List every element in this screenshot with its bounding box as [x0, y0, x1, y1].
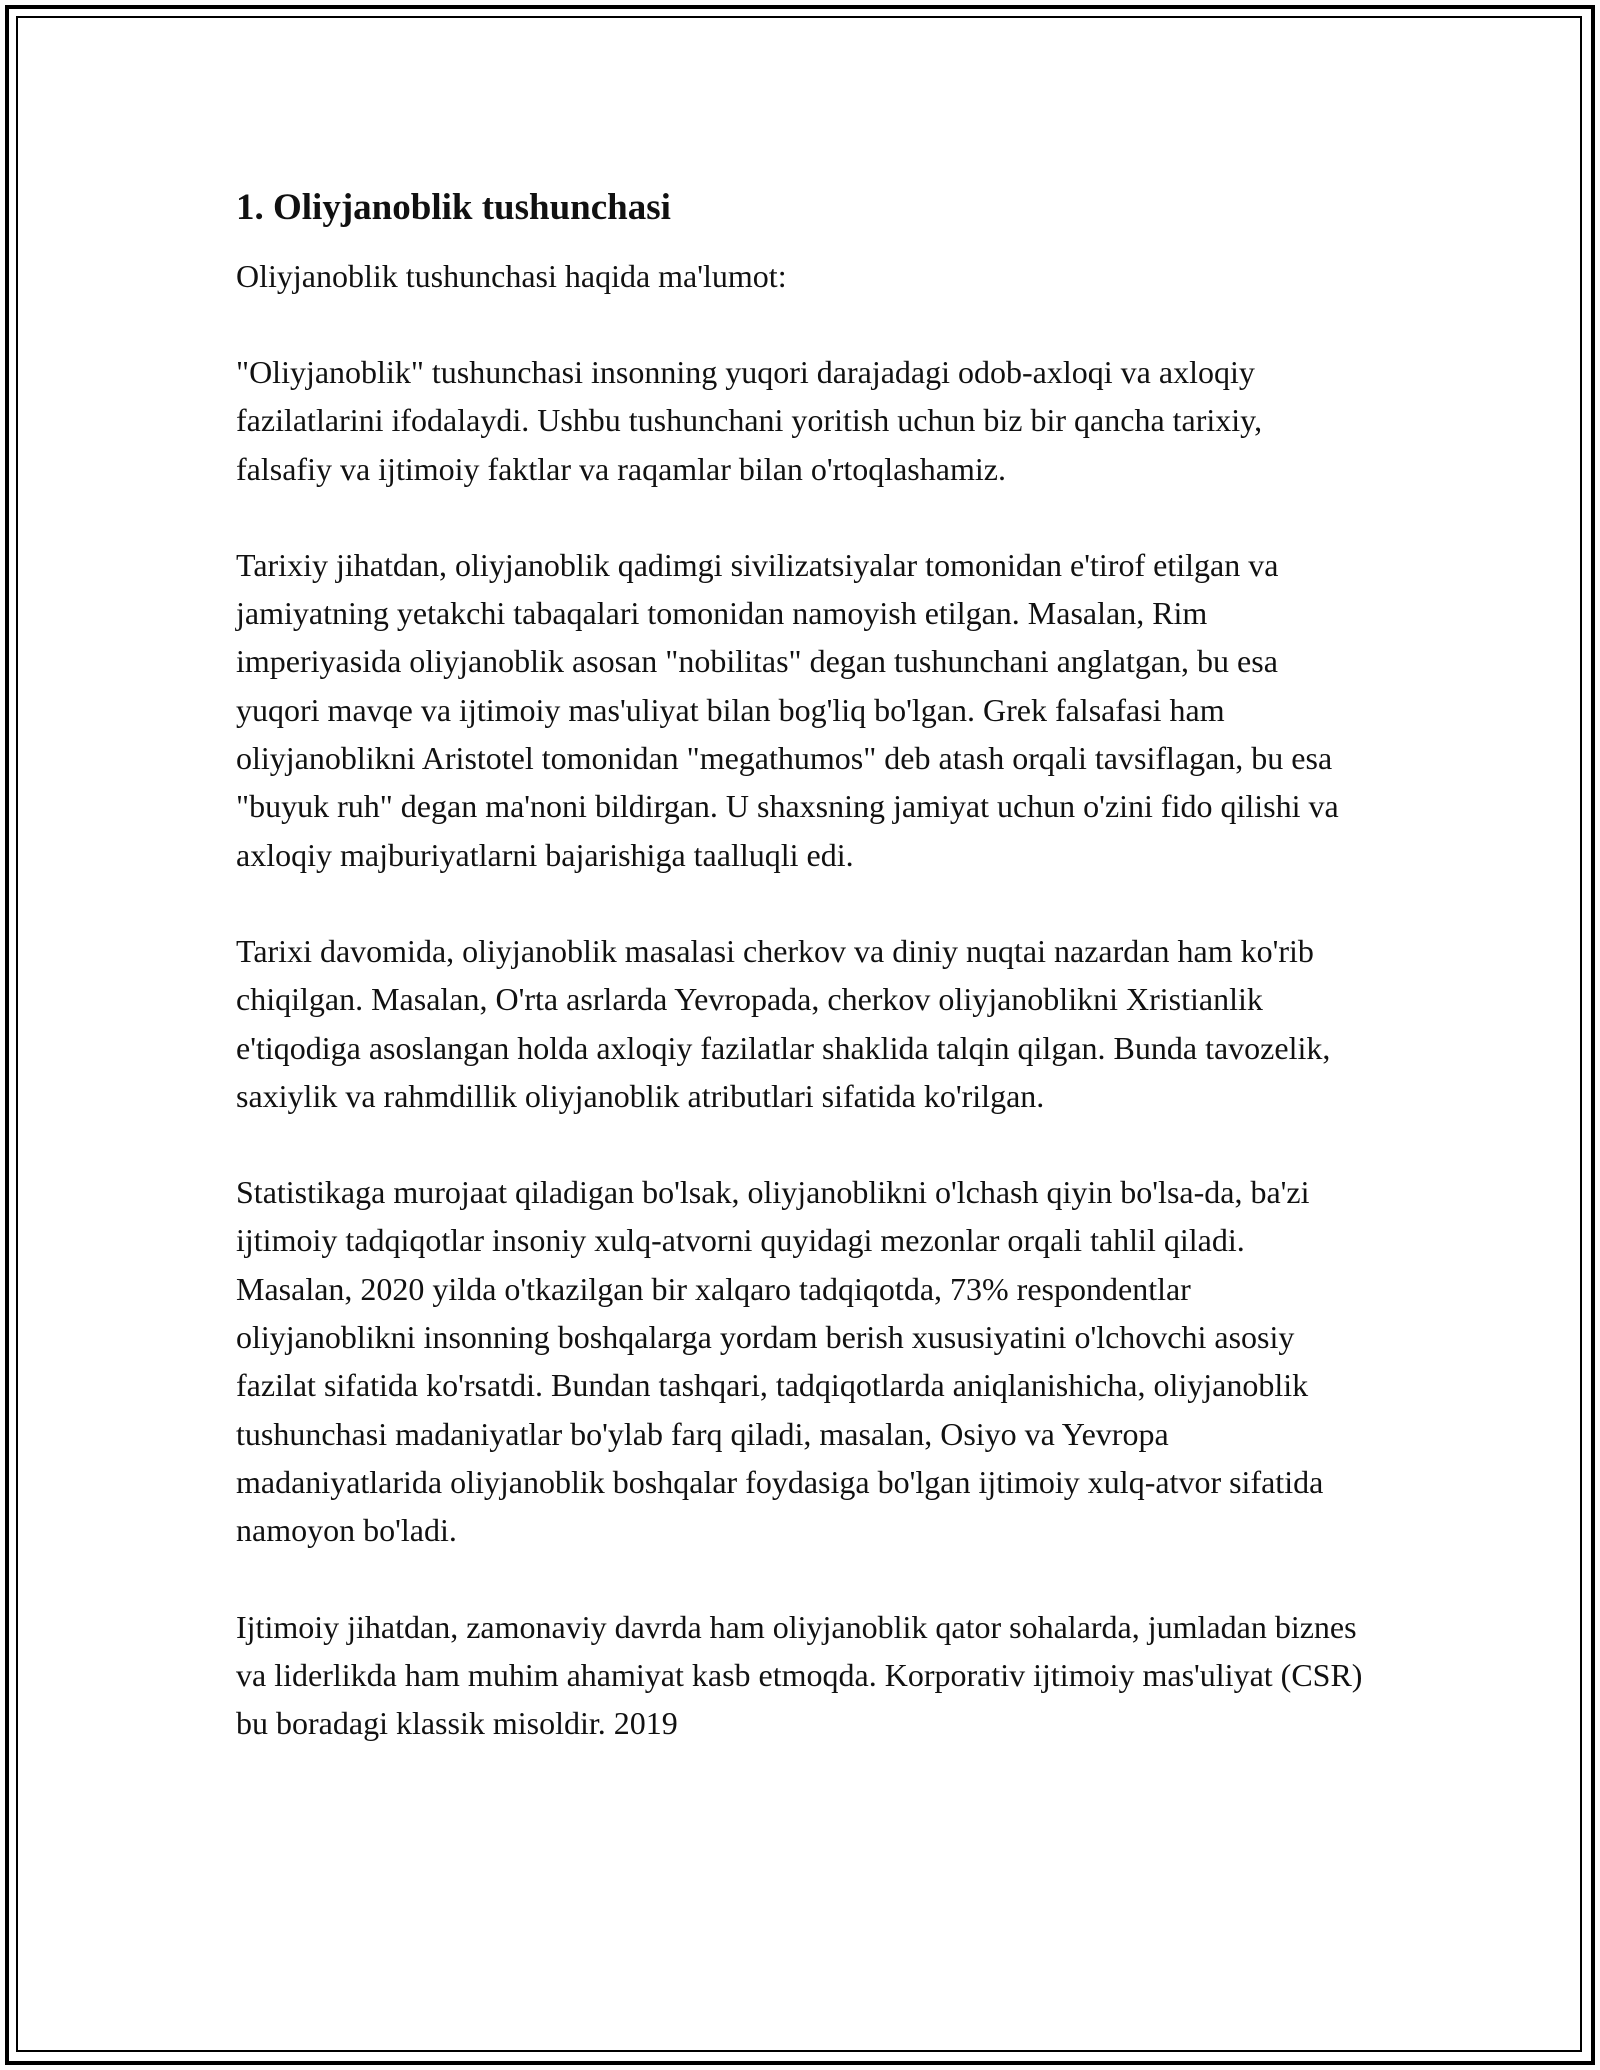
paragraph-statistics: Statistikaga murojaat qiladigan bo'lsak, oliyjanoblikni o'lchash qiyin bo'lsa-da, ba'zi ijtimoiy tadqiqotlar insoniy xulq-atvorni quyidagi mezonlar orqali tahlil qiladi. Masalan, 2020 yilda o'tkazilgan bir xalqaro tadqiqotda, 73% respondentlar oliyjanoblikni insonning boshqalarga yordam berish xususiyatini o'lchovchi asosiy fazilat sifatida ko'rsatdi. Bundan tashqari, tadqiqotlarda aniqlanishicha, oliyjanoblik tushunchasi madaniyatlar bo'ylab farq qiladi, masalan, Osiyo va Yevropa madaniyatlarida oliyjanoblik boshqalar foydasiga bo'lgan ijtimoiy xulq-atvor sifatida namoyon bo'ladi.: [236, 1174, 1324, 1549]
paragraph-church: Tarixi davomida, oliyjanoblik masalasi cherkov va diniy nuqtai nazardan ham ko'rib chiqilgan. Masalan, O'rta asrlarda Yevropada, cherkov oliyjanoblikni Xristianlik e'tiqodiga asoslangan holda axloqiy fazilatlar shaklida talqin qilgan. Bunda tavozelik, saxiylik va rahmdillik oliyjanoblik atributlari sifatida ko'rilgan.: [236, 932, 1331, 1114]
paragraph-history: Tarixiy jihatdan, oliyjanoblik qadimgi sivilizatsiyalar tomonidan e'tirof etilgan va jamiyatning yetakchi tabaqalari tomonidan namoyish etilgan. Masalan, Rim imperiyasida oliyjanoblik asosan "nobilitas" degan tushunchani anglatgan, bu esa yuqori mavqe va ijtimoiy mas'uliyat bilan bog'liq bo'lgan. Grek falsafasi ham oliyjanoblikni Aristotel tomonidan "megathumos" deb atash orqali tavsiflagan, bu esa "buyuk ruh" degan ma'noni bildirgan. U shaxsning jamiyat uchun o'zini fido qilishi va axloqiy majburiyatlarni bajarishiga taalluqli edi.: [236, 546, 1339, 873]
intro-line: Oliyjanoblik tushunchasi haqida ma'lumot:: [236, 258, 787, 294]
paragraph-social: Ijtimoiy jihatdan, zamonaviy davrda ham oliyjanoblik qator sohalarda, jumladan biznes va liderlikda ham muhim ahamiyat kasb etmoqda. Korporativ ijtimoiy mas'uliyat (CSR) bu boradagi klassik misoldir. 2019: [236, 1608, 1363, 1742]
section-heading: 1. Oliyjanoblik tushunchasi: [236, 187, 671, 228]
paragraph-definition: "Oliyjanoblik" tushunchasi insonning yuqori darajadagi odob-axloqi va axloqiy fazilatlarini ifodalaydi. Ushbu tushunchani yoritish uchun biz bir qancha tarixiy, falsafiy va ijtimoiy faktlar va raqamlar bilan o'rtoqlashamiz.: [236, 354, 1263, 487]
document-body: [236, 186, 1366, 1795]
